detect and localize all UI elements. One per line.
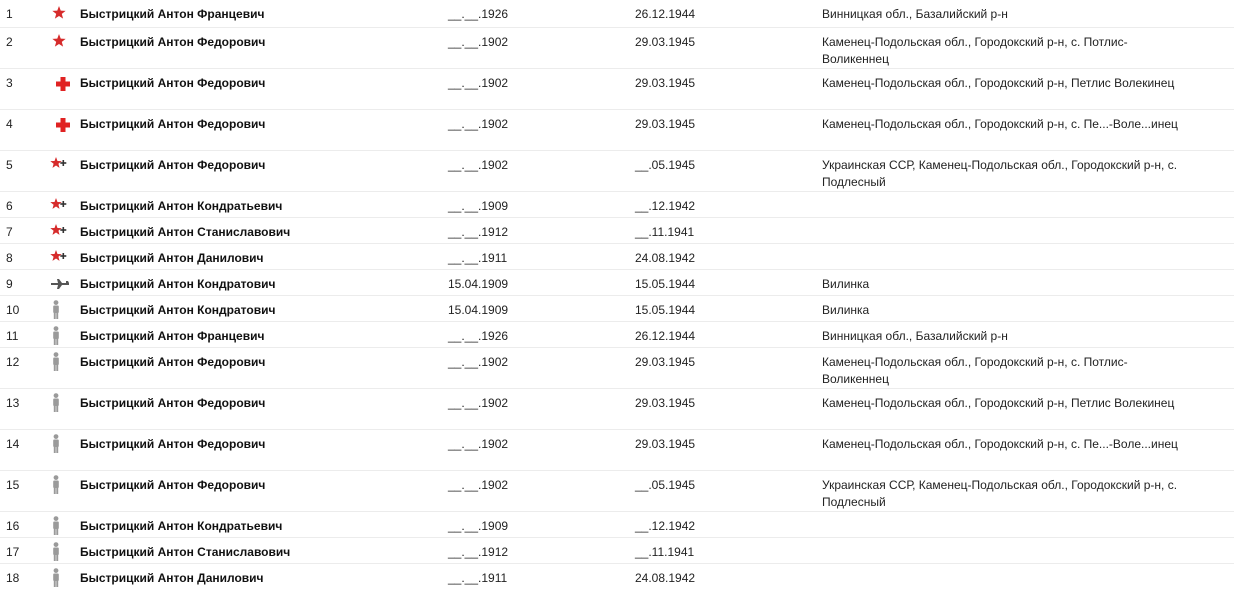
death-date: 15.05.1944: [635, 303, 696, 317]
star-plus-icon: [44, 221, 74, 241]
person-name-link[interactable]: Быстрицкий Антон Станиславович: [80, 225, 291, 239]
person-icon: [44, 392, 74, 412]
table-row[interactable]: [0, 429, 1234, 470]
birth-date: __.__.1902: [448, 437, 509, 451]
death-date: 26.12.1944: [635, 7, 696, 21]
table-row[interactable]: [0, 243, 1234, 269]
birth-date: __.__.1911: [448, 251, 508, 265]
person-name-link[interactable]: Быстрицкий Антон Данилович: [80, 251, 264, 265]
birth-date: __.__.1926: [448, 329, 509, 343]
person-icon: [44, 433, 74, 453]
person-name-link[interactable]: Быстрицкий Антон Федорович: [80, 437, 266, 451]
star-plus-icon: [44, 247, 74, 267]
death-date: __.05.1945: [635, 478, 696, 492]
birth-date: __.__.1909: [448, 519, 509, 533]
row-number: 13: [6, 396, 20, 410]
birth-date: 15.04.1909: [448, 303, 509, 317]
row-number: 9: [6, 277, 13, 291]
birth-date: __.__.1911: [448, 571, 508, 585]
plane-icon: [44, 273, 74, 293]
death-date: 24.08.1942: [635, 251, 696, 265]
person-icon: [44, 325, 74, 345]
person-name-link[interactable]: Быстрицкий Антон Данилович: [80, 571, 264, 585]
table-row[interactable]: [0, 295, 1234, 321]
birth-date: __.__.1902: [448, 396, 509, 410]
table-row[interactable]: [0, 269, 1234, 295]
table-row[interactable]: [0, 388, 1234, 429]
person-name-link[interactable]: Быстрицкий Антон Францевич: [80, 7, 265, 21]
table-row[interactable]: [0, 347, 1234, 388]
row-number: 6: [6, 199, 13, 213]
death-date: 26.12.1944: [635, 329, 696, 343]
cross-icon: [44, 72, 74, 92]
birth-date: __.__.1902: [448, 35, 509, 49]
person-name-link[interactable]: Быстрицкий Антон Федорович: [80, 396, 266, 410]
row-number: 1: [6, 7, 13, 21]
person-icon: [44, 567, 74, 587]
birth-date: __.__.1902: [448, 76, 509, 90]
death-date: 29.03.1945: [635, 396, 696, 410]
birth-date: __.__.1902: [448, 158, 509, 172]
birth-date: __.__.1926: [448, 7, 509, 21]
cross-icon: [44, 113, 74, 133]
table-row[interactable]: [0, 217, 1234, 243]
burial-place: Каменец-Подольская обл., Городокский р-н, с. Потлис-Воликеннец: [822, 35, 1128, 66]
row-number: 16: [6, 519, 20, 533]
person-name-link[interactable]: Быстрицкий Антон Кондратович: [80, 277, 276, 291]
burial-place: Каменец-Подольская обл., Городокский р-н, Петлис Волекинец: [822, 76, 1175, 90]
star-icon: [44, 3, 74, 23]
death-date: 29.03.1945: [635, 35, 696, 49]
person-name-link[interactable]: Быстрицкий Антон Францевич: [80, 329, 265, 343]
person-icon: [44, 299, 74, 319]
table-row[interactable]: [0, 68, 1234, 109]
row-number: 2: [6, 35, 13, 49]
death-date: 29.03.1945: [635, 437, 696, 451]
row-number: 18: [6, 571, 20, 585]
table-row[interactable]: [0, 109, 1234, 150]
row-number: 11: [6, 329, 19, 343]
burial-place: Каменец-Подольская обл., Городокский р-н, Петлис Волекинец: [822, 396, 1175, 410]
death-date: __.12.1942: [635, 199, 696, 213]
death-date: __.11.1941: [635, 225, 695, 239]
death-date: __.11.1941: [635, 545, 695, 559]
burial-place: Украинская ССР, Каменец-Подольская обл., Городокский р-н, с. Подлесный: [822, 478, 1178, 509]
person-name-link[interactable]: Быстрицкий Антон Федорович: [80, 478, 266, 492]
person-name-link[interactable]: Быстрицкий Антон Федорович: [80, 117, 266, 131]
burial-place: Каменец-Подольская обл., Городокский р-н, с. Пе...-Воле...инец: [822, 117, 1178, 131]
person-name-link[interactable]: Быстрицкий Антон Федорович: [80, 76, 266, 90]
burial-place: Винницкая обл., Базалийский р-н: [822, 329, 1008, 343]
burial-place: Вилинка: [822, 277, 870, 291]
row-number: 5: [6, 158, 13, 172]
row-number: 3: [6, 76, 13, 90]
row-number: 4: [6, 117, 13, 131]
burial-place: Украинская ССР, Каменец-Подольская обл., Городокский р-н, с. Подлесный: [822, 158, 1178, 189]
table-row[interactable]: [0, 191, 1234, 217]
person-icon: [44, 351, 74, 371]
birth-date: __.__.1912: [448, 545, 509, 559]
row-number: 17: [6, 545, 20, 559]
death-date: 24.08.1942: [635, 571, 696, 585]
star-plus-icon: [44, 154, 74, 174]
burial-place: Вилинка: [822, 303, 870, 317]
table-row[interactable]: [0, 321, 1234, 347]
birth-date: __.__.1909: [448, 199, 509, 213]
person-name-link[interactable]: Быстрицкий Антон Федорович: [80, 35, 266, 49]
burial-place: Винницкая обл., Базалийский р-н: [822, 7, 1008, 21]
table-row[interactable]: [0, 563, 1234, 590]
death-date: 15.05.1944: [635, 277, 696, 291]
table-row[interactable]: [0, 27, 1234, 68]
person-icon: [44, 474, 74, 494]
burial-place: Каменец-Подольская обл., Городокский р-н, с. Потлис-Воликеннец: [822, 355, 1128, 386]
table-row[interactable]: [0, 537, 1234, 563]
row-number: 15: [6, 478, 20, 492]
table-row[interactable]: [0, 0, 1234, 27]
person-name-link[interactable]: Быстрицкий Антон Кондратьевич: [80, 519, 283, 533]
table-row[interactable]: [0, 511, 1234, 537]
star-icon: [44, 31, 74, 51]
person-name-link[interactable]: Быстрицкий Антон Федорович: [80, 158, 266, 172]
death-date: __.12.1942: [635, 519, 696, 533]
row-number: 12: [6, 355, 20, 369]
person-name-link[interactable]: Быстрицкий Антон Федорович: [80, 355, 266, 369]
row-number: 8: [6, 251, 13, 265]
row-number: 14: [6, 437, 20, 451]
burial-place: Каменец-Подольская обл., Городокский р-н, с. Пе...-Воле...инец: [822, 437, 1178, 451]
birth-date: __.__.1902: [448, 117, 509, 131]
table-row[interactable]: [0, 470, 1234, 511]
birth-date: __.__.1902: [448, 355, 509, 369]
star-plus-icon: [44, 195, 74, 215]
death-date: 29.03.1945: [635, 76, 696, 90]
row-number: 10: [6, 303, 20, 317]
person-icon: [44, 515, 74, 535]
birth-date: __.__.1912: [448, 225, 509, 239]
death-date: 29.03.1945: [635, 117, 696, 131]
person-icon: [44, 541, 74, 561]
person-name-link[interactable]: Быстрицкий Антон Станиславович: [80, 545, 291, 559]
person-name-link[interactable]: Быстрицкий Антон Кондратьевич: [80, 199, 283, 213]
death-date: __.05.1945: [635, 158, 696, 172]
row-number: 7: [6, 225, 13, 239]
birth-date: __.__.1902: [448, 478, 509, 492]
death-date: 29.03.1945: [635, 355, 696, 369]
birth-date: 15.04.1909: [448, 277, 509, 291]
person-name-link[interactable]: Быстрицкий Антон Кондратович: [80, 303, 276, 317]
table-row[interactable]: [0, 150, 1234, 191]
